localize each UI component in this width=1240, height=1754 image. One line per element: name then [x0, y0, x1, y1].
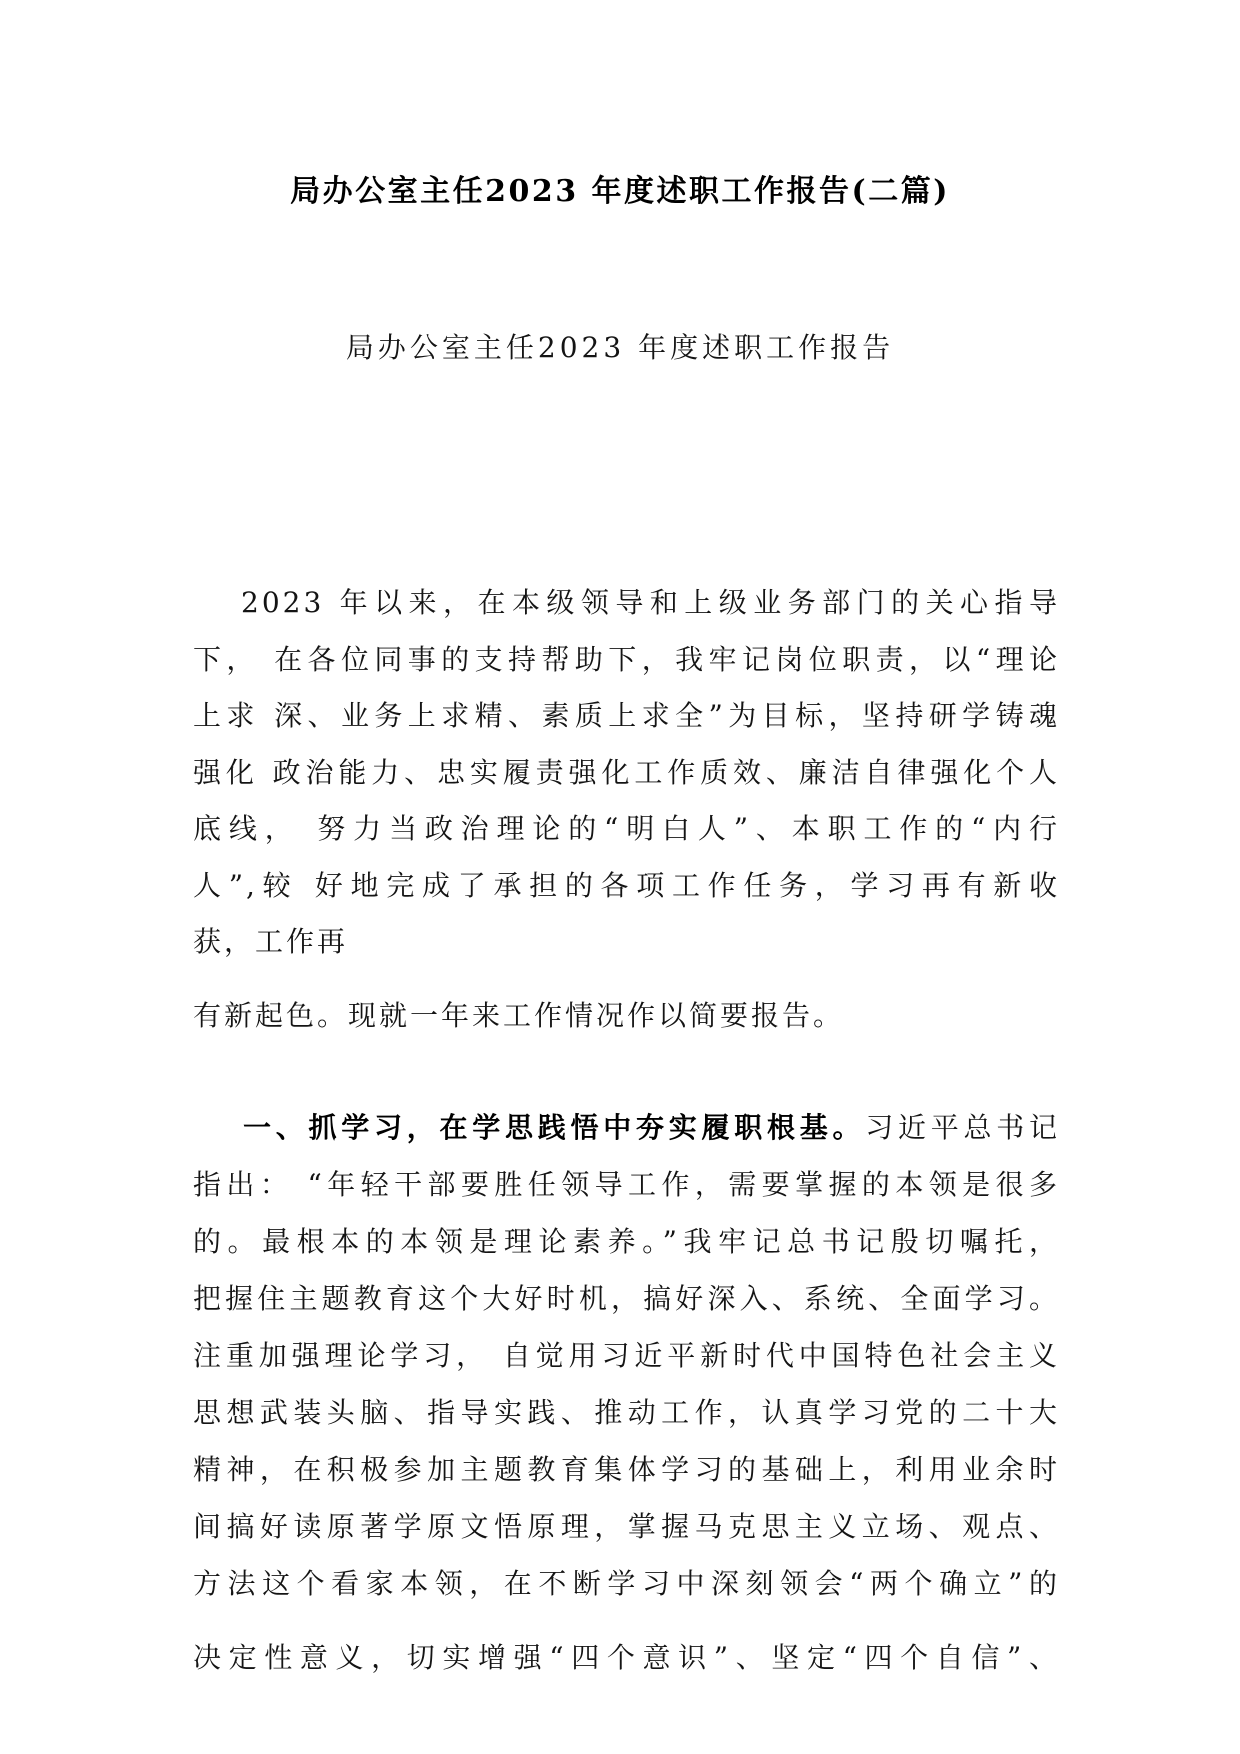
section-heading: 一、抓学习，在学思践悟中夯实履职根基。 [243, 1111, 866, 1144]
paragraph-1 [193, 575, 1060, 971]
paragraph-line: 上求 深、业务上求精、素质上求全”为目标，坚持研学铸魂 [193, 699, 1060, 732]
paragraph-line: 方法这个看家本领，在不断学习中深刻领会“两个确立”的 [193, 1567, 1060, 1600]
paragraph-line: 强化 政治能力、忠实履责强化工作质效、廉洁自律强化个人 [193, 755, 1060, 789]
paragraph-line: 有新起色。现就一年来工作情况作以简要报告。 [193, 999, 845, 1032]
paragraph-line: 人”,较 好地完成了承担的各项工作任务，学习再有新收 [193, 868, 1060, 902]
paragraph-line: 底线， 努力当政治理论的“明白人”、本职工作的“内行 [193, 812, 1060, 845]
paragraph-line: 思想武装头脑、指导实践、推动工作，认真学习党的二十大 [193, 1396, 1060, 1429]
paragraph-line: 的。最根本的本领是理论素养。”我牢记总书记殷切嘱托， [193, 1225, 1060, 1258]
paragraph-line: 指出： “年轻干部要胜任领导工作，需要掌握的本领是很多 [193, 1168, 1060, 1201]
paragraph-line: 把握住主题教育这个大好时机，搞好深入、系统、全面学习。 [193, 1282, 1060, 1315]
paragraph-2-continuation [193, 1629, 1060, 1686]
paragraph-line: 精神，在积极参加主题教育集体学习的基础上，利用业余时 [193, 1453, 1060, 1486]
paragraph-line: 间搞好读原著学原文悟原理，掌握马克思主义立场、观点、 [193, 1510, 1060, 1543]
section-heading-line [193, 1099, 1060, 1156]
paragraph-line: 获，工作再 [193, 925, 349, 958]
paragraph-text: 习近平总书记 [865, 1111, 1060, 1144]
paragraph-line: 注重加强理论学习， 自觉用习近平新时代中国特色社会主义 [193, 1339, 1060, 1372]
paragraph-line: 决定性意义，切实增强“四个意识”、坚定“四个自信”、 [193, 1641, 1060, 1674]
document-subtitle: 局办公室主任2023 年度述职工作报告 [345, 331, 895, 364]
paragraph-line: 2023 年以来，在本级领导和上级业务部门的关心指导 [241, 586, 1060, 619]
paragraph-1-continuation [193, 988, 1060, 1045]
document-title: 局办公室主任2023 年度述职工作报告(二篇) [290, 174, 950, 209]
paragraph-line: 下， 在各位同事的支持帮助下，我牢记岗位职责，以“理论 [193, 642, 1060, 676]
paragraph-2 [193, 1099, 1060, 1612]
